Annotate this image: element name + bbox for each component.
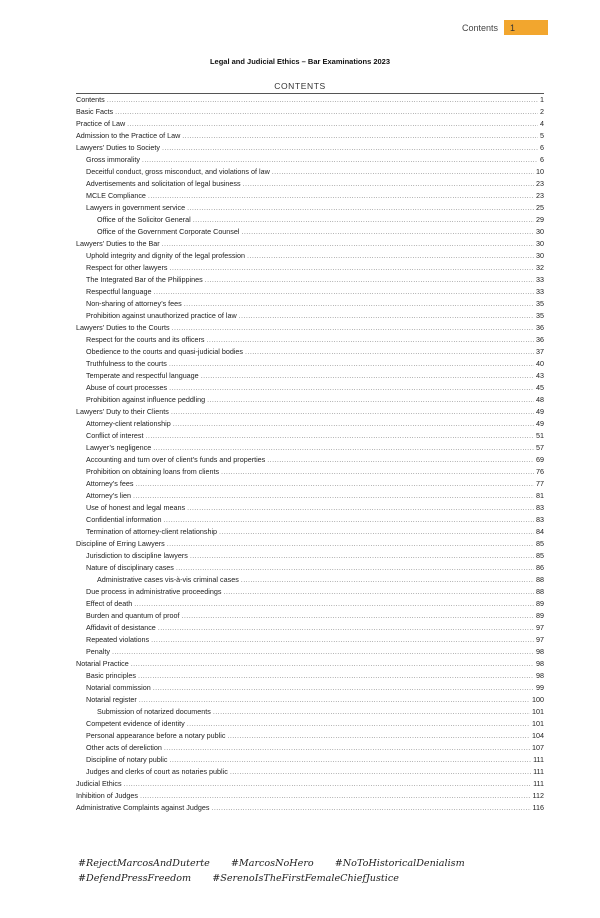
toc-entry-page: 81: [536, 491, 544, 500]
hashtag: #MarcosNoHero: [230, 858, 314, 869]
toc-leader-dots: [167, 538, 534, 550]
toc-entry[interactable]: [76, 658, 544, 670]
hashtag: #DefendPressFreedom: [78, 873, 192, 884]
toc-entry-title: Judicial Ethics: [76, 779, 122, 788]
toc-leader-dots: [140, 790, 531, 802]
toc-entry-page: 33: [536, 275, 544, 284]
toc-entry-title: Lawyers’ Duty to their Clients: [76, 407, 169, 416]
toc-entry-title: Notarial register: [86, 695, 137, 704]
header-section-label: Contents: [461, 22, 498, 33]
toc-leader-dots: [241, 574, 534, 586]
toc-entry-title: Other acts of dereliction: [86, 743, 162, 752]
toc-entry-page: 29: [536, 215, 544, 224]
toc-entry[interactable]: [76, 238, 544, 250]
toc-entry-page: 57: [536, 443, 544, 452]
toc-entry-page: 97: [536, 623, 544, 632]
toc-entry-title: Basic principles: [86, 671, 136, 680]
toc-entry-page: 83: [536, 515, 544, 524]
hashtag-line-2: [78, 871, 538, 886]
toc-leader-dots: [169, 382, 534, 394]
toc-entry-title: Confidential information: [86, 515, 162, 524]
toc-leader-dots: [219, 526, 534, 538]
toc-entry-title: Attorney’s fees: [86, 479, 134, 488]
toc-leader-dots: [124, 778, 532, 790]
toc-entry[interactable]: [76, 142, 544, 154]
toc-entry-title: Competent evidence of identity: [86, 719, 185, 728]
toc-leader-dots: [247, 250, 534, 262]
toc-leader-dots: [164, 514, 534, 526]
toc-leader-dots: [187, 718, 530, 730]
toc-leader-dots: [187, 202, 534, 214]
toc-entry[interactable]: [76, 322, 544, 334]
toc-leader-dots: [213, 706, 530, 718]
toc-leader-dots: [164, 742, 530, 754]
toc-entry[interactable]: [76, 202, 544, 214]
toc-leader-dots: [267, 454, 534, 466]
toc-entry-page: 107: [532, 743, 544, 752]
toc-entry[interactable]: [76, 526, 544, 538]
toc-entry-title: Notarial Practice: [76, 659, 129, 668]
toc-entry-title: Office of the Government Corporate Counsel: [97, 227, 240, 236]
toc-entry[interactable]: [76, 694, 544, 706]
toc-entry-title: Discipline of notary public: [86, 755, 168, 764]
toc-entry-page: 104: [532, 731, 544, 740]
toc-leader-dots: [146, 430, 534, 442]
toc-entry-page: 101: [532, 707, 544, 716]
toc-leader-dots: [207, 394, 534, 406]
toc-entry[interactable]: [76, 514, 544, 526]
toc-entry-page: 30: [536, 239, 544, 248]
hashtag: #NoToHistoricalDenialism: [334, 858, 465, 869]
toc-entry-title: Judges and clerks of court as notaries public: [86, 767, 228, 776]
toc-entry-page: 111: [533, 779, 544, 788]
toc-leader-dots: [171, 406, 534, 418]
toc-entry[interactable]: [76, 382, 544, 394]
toc-entry-page: 89: [536, 599, 544, 608]
toc-leader-dots: [162, 238, 534, 250]
toc-entry-page: 45: [536, 383, 544, 392]
toc-entry[interactable]: [76, 262, 544, 274]
toc-leader-dots: [115, 106, 538, 118]
toc-entry[interactable]: [76, 226, 544, 238]
toc-entry-title: MCLE Compliance: [86, 191, 146, 200]
toc-entry-title: Respectful language: [86, 287, 152, 296]
toc-entry-title: Use of honest and legal means: [86, 503, 186, 512]
toc-leader-dots: [142, 154, 538, 166]
footer-hashtags: [78, 856, 538, 886]
hashtag: #RejectMarcosAndDuterte: [78, 858, 210, 869]
toc-entry-title: Penalty: [86, 647, 110, 656]
toc-entry-title: Jurisdiction to discipline lawyers: [86, 551, 188, 560]
toc-entry-title: Lawyers in government service: [86, 203, 186, 212]
toc-entry-title: Prohibition against influence peddling: [86, 395, 206, 404]
toc-entry-title: Conflict of interest: [86, 431, 144, 440]
toc-entry-page: 85: [536, 539, 544, 548]
toc-entry-title: Contents: [76, 95, 105, 104]
toc-leader-dots: [134, 598, 534, 610]
toc-leader-dots: [190, 550, 534, 562]
toc-leader-dots: [221, 466, 534, 478]
toc-entry[interactable]: [76, 118, 544, 130]
toc-entry-title: Respect for other lawyers: [86, 263, 168, 272]
toc-entry-title: Lawyers’ Duties to the Courts: [76, 323, 170, 332]
toc-entry-title: The Integrated Bar of the Philippines: [86, 275, 203, 284]
toc-entry-page: 32: [536, 263, 544, 272]
toc-entry-page: 99: [536, 683, 544, 692]
toc-entry-title: Prohibition on obtaining loans from clients: [86, 467, 220, 476]
toc-entry-page: 30: [536, 227, 544, 236]
toc-entry-title: Basic Facts: [76, 107, 114, 116]
toc-entry[interactable]: [76, 346, 544, 358]
toc-entry-page: 1: [540, 95, 544, 104]
toc-entry-page: 49: [536, 419, 544, 428]
toc-leader-dots: [154, 286, 534, 298]
toc-entry[interactable]: [76, 166, 544, 178]
toc-entry[interactable]: [76, 622, 544, 634]
toc-entry-title: Deceitful conduct, gross misconduct, and violations of law: [86, 167, 270, 176]
toc-entry[interactable]: [76, 682, 544, 694]
toc-leader-dots: [239, 310, 534, 322]
toc-leader-dots: [151, 634, 534, 646]
toc-entry[interactable]: [76, 106, 544, 118]
toc-entry[interactable]: [76, 190, 544, 202]
toc-entry[interactable]: [76, 298, 544, 310]
toc-entry[interactable]: [76, 766, 544, 778]
toc-entry-title: Lawyer’s negligence: [86, 443, 152, 452]
toc-entry-page: 88: [536, 575, 544, 584]
toc-entry-title: Practice of Law: [76, 119, 126, 128]
toc-entry-title: Inhibition of Judges: [76, 791, 138, 800]
toc-entry-page: 77: [536, 479, 544, 488]
toc-entry-page: 49: [536, 407, 544, 416]
toc-entry[interactable]: [76, 670, 544, 682]
toc-entry[interactable]: [76, 358, 544, 370]
toc-entry-page: 100: [532, 695, 544, 704]
toc-entry-title: Notarial commission: [86, 683, 151, 692]
toc-entry[interactable]: [76, 598, 544, 610]
toc-entry-title: Attorney’s lien: [86, 491, 132, 500]
toc-entry-page: 25: [536, 203, 544, 212]
toc-leader-dots: [272, 166, 534, 178]
toc-leader-dots: [162, 142, 538, 154]
toc-entry-title: Termination of attorney-client relationship: [86, 527, 218, 536]
toc-entry[interactable]: [76, 94, 544, 106]
header-page-number: 1: [504, 20, 548, 35]
toc-leader-dots: [205, 274, 534, 286]
toc-entry-page: 23: [536, 179, 544, 188]
toc-leader-dots: [170, 262, 535, 274]
toc-entry[interactable]: [76, 790, 544, 802]
toc-entry-page: 48: [536, 395, 544, 404]
toc-leader-dots: [153, 442, 534, 454]
toc-entry[interactable]: [76, 646, 544, 658]
toc-entry-page: 43: [536, 371, 544, 380]
toc-leader-dots: [245, 346, 534, 358]
toc-leader-dots: [223, 586, 534, 598]
running-header: [462, 20, 548, 35]
toc-entry[interactable]: [76, 562, 544, 574]
toc-entry-title: Abuse of court processes: [86, 383, 168, 392]
toc-entry-page: 86: [536, 563, 544, 572]
toc-entry[interactable]: [76, 334, 544, 346]
toc-entry[interactable]: [76, 550, 544, 562]
toc-entry-page: 83: [536, 503, 544, 512]
toc-entry-title: Lawyers’ Duties to Society: [76, 143, 161, 152]
toc-entry-page: 111: [533, 767, 544, 776]
toc-entry-title: Accounting and turn over of client’s funds and properties: [86, 455, 266, 464]
toc-leader-dots: [173, 418, 534, 430]
toc-entry[interactable]: [76, 490, 544, 502]
toc-entry-page: 33: [536, 287, 544, 296]
toc-entry-page: 35: [536, 311, 544, 320]
toc-entry-title: Burden and quantum of proof: [86, 611, 180, 620]
toc-entry[interactable]: [76, 610, 544, 622]
toc-entry-page: 98: [536, 659, 544, 668]
toc-entry-page: 36: [536, 323, 544, 332]
toc-entry-page: 6: [540, 143, 544, 152]
toc-leader-dots: [127, 118, 538, 130]
toc-entry-page: 88: [536, 587, 544, 596]
toc-entry-title: Gross immorality: [86, 155, 140, 164]
toc-leader-dots: [170, 754, 532, 766]
toc-entry[interactable]: [76, 370, 544, 382]
toc-entry-title: Repeated violations: [86, 635, 150, 644]
toc-entry-page: 116: [532, 803, 544, 812]
toc-leader-dots: [139, 694, 530, 706]
toc-entry-page: 37: [536, 347, 544, 356]
toc-entry[interactable]: [76, 802, 544, 814]
toc-leader-dots: [172, 322, 534, 334]
toc-entry[interactable]: [76, 274, 544, 286]
toc-entry-title: Lawyers’ Duties to the Bar: [76, 239, 160, 248]
toc-entry-page: 6: [540, 155, 544, 164]
toc-entry[interactable]: [76, 706, 544, 718]
toc-entry-title: Admission to the Practice of Law: [76, 131, 181, 140]
toc-entry-title: Administrative Complaints against Judges: [76, 803, 210, 812]
toc-entry-page: 51: [536, 431, 544, 440]
toc-entry-title: Non-sharing of attorney’s fees: [86, 299, 182, 308]
toc-leader-dots: [187, 502, 534, 514]
toc-entry-page: 69: [536, 455, 544, 464]
toc-leader-dots: [243, 178, 534, 190]
toc-entry-page: 101: [532, 719, 544, 728]
toc-entry-title: Submission of notarized documents: [97, 707, 211, 716]
toc-entry[interactable]: [76, 634, 544, 646]
toc-entry[interactable]: [76, 286, 544, 298]
toc-entry-page: 2: [540, 107, 544, 116]
toc-entry[interactable]: [76, 310, 544, 322]
toc-entry-title: Affidavit of desistance: [86, 623, 156, 632]
toc-entry-title: Discipline of Erring Lawyers: [76, 539, 165, 548]
toc-entry-title: Obedience to the courts and quasi-judicial bodies: [86, 347, 244, 356]
toc-leader-dots: [184, 298, 534, 310]
toc-entry-page: 10: [536, 167, 544, 176]
toc-entry-page: 84: [536, 527, 544, 536]
toc-entry[interactable]: [76, 454, 544, 466]
toc-entry[interactable]: [76, 754, 544, 766]
toc-entry[interactable]: [76, 574, 544, 586]
toc-entry-page: 30: [536, 251, 544, 260]
toc-entry-title: Administrative cases vis-à-vis criminal cases: [97, 575, 239, 584]
toc-entry-title: Personal appearance before a notary public: [86, 731, 226, 740]
toc-entry-page: 4: [540, 119, 544, 128]
toc-entry-page: 40: [536, 359, 544, 368]
toc-entry-page: 97: [536, 635, 544, 644]
toc-entry[interactable]: [76, 742, 544, 754]
toc-entry-title: Respect for the courts and its officers: [86, 335, 205, 344]
contents-heading: CONTENTS: [274, 81, 326, 91]
toc-leader-dots: [176, 562, 534, 574]
toc-entry-page: 98: [536, 671, 544, 680]
toc-leader-dots: [211, 802, 530, 814]
toc-leader-dots: [169, 358, 534, 370]
toc-leader-dots: [182, 610, 534, 622]
toc-entry-title: Advertisements and solicitation of legal business: [86, 179, 241, 188]
toc-leader-dots: [182, 130, 538, 142]
toc-entry-page: 23: [536, 191, 544, 200]
toc-entry[interactable]: [76, 130, 544, 142]
toc-leader-dots: [131, 658, 534, 670]
toc-entry-title: Uphold integrity and dignity of the legal profession: [86, 251, 246, 260]
toc-entry[interactable]: [76, 538, 544, 550]
toc-entry[interactable]: [76, 466, 544, 478]
toc-entry-page: 5: [540, 131, 544, 140]
toc-entry-page: 35: [536, 299, 544, 308]
toc-leader-dots: [133, 490, 534, 502]
toc-entry[interactable]: [76, 178, 544, 190]
toc-leader-dots: [242, 226, 535, 238]
toc-entry-title: Office of the Solicitor General: [97, 215, 191, 224]
toc-entry[interactable]: [76, 250, 544, 262]
toc-entry[interactable]: [76, 718, 544, 730]
toc-entry-title: Effect of death: [86, 599, 133, 608]
toc-entry-page: 98: [536, 647, 544, 656]
toc-entry-page: 76: [536, 467, 544, 476]
table-of-contents: [76, 93, 544, 814]
toc-entry-title: Due process in administrative proceedings: [86, 587, 222, 596]
toc-leader-dots: [107, 94, 538, 106]
hashtag: #SerenoIsTheFirstFemaleChiefJustice: [212, 873, 399, 884]
hashtag-line-1: [78, 856, 538, 871]
toc-leader-dots: [207, 334, 534, 346]
toc-entry[interactable]: [76, 778, 544, 790]
toc-leader-dots: [227, 730, 530, 742]
toc-entry-title: Truthfulness to the courts: [86, 359, 167, 368]
toc-entry-title: Prohibition against unauthorized practice of law: [86, 311, 237, 320]
document-title: Legal and Judicial Ethics – Bar Examinations 2023: [209, 57, 391, 66]
toc-entry[interactable]: [76, 418, 544, 430]
toc-leader-dots: [201, 370, 534, 382]
toc-entry[interactable]: [76, 214, 544, 226]
toc-leader-dots: [148, 190, 534, 202]
toc-leader-dots: [112, 646, 534, 658]
toc-leader-dots: [138, 670, 534, 682]
toc-entry-title: Temperate and respectful language: [86, 371, 199, 380]
toc-entry-page: 111: [533, 755, 544, 764]
toc-entry[interactable]: [76, 730, 544, 742]
toc-leader-dots: [153, 682, 534, 694]
toc-entry-page: 112: [532, 791, 544, 800]
toc-entry[interactable]: [76, 502, 544, 514]
toc-leader-dots: [230, 766, 531, 778]
toc-entry[interactable]: [76, 406, 544, 418]
toc-leader-dots: [135, 478, 534, 490]
toc-entry[interactable]: [76, 430, 544, 442]
toc-entry[interactable]: [76, 442, 544, 454]
toc-entry-page: 89: [536, 611, 544, 620]
toc-entry[interactable]: [76, 394, 544, 406]
toc-entry-page: 85: [536, 551, 544, 560]
toc-entry[interactable]: [76, 586, 544, 598]
toc-entry[interactable]: [76, 154, 544, 166]
toc-entry[interactable]: [76, 478, 544, 490]
toc-entry-title: Attorney-client relationship: [86, 419, 171, 428]
toc-leader-dots: [193, 214, 534, 226]
toc-entry-title: Nature of disciplinary cases: [86, 563, 174, 572]
toc-entry-page: 36: [536, 335, 544, 344]
toc-leader-dots: [158, 622, 534, 634]
